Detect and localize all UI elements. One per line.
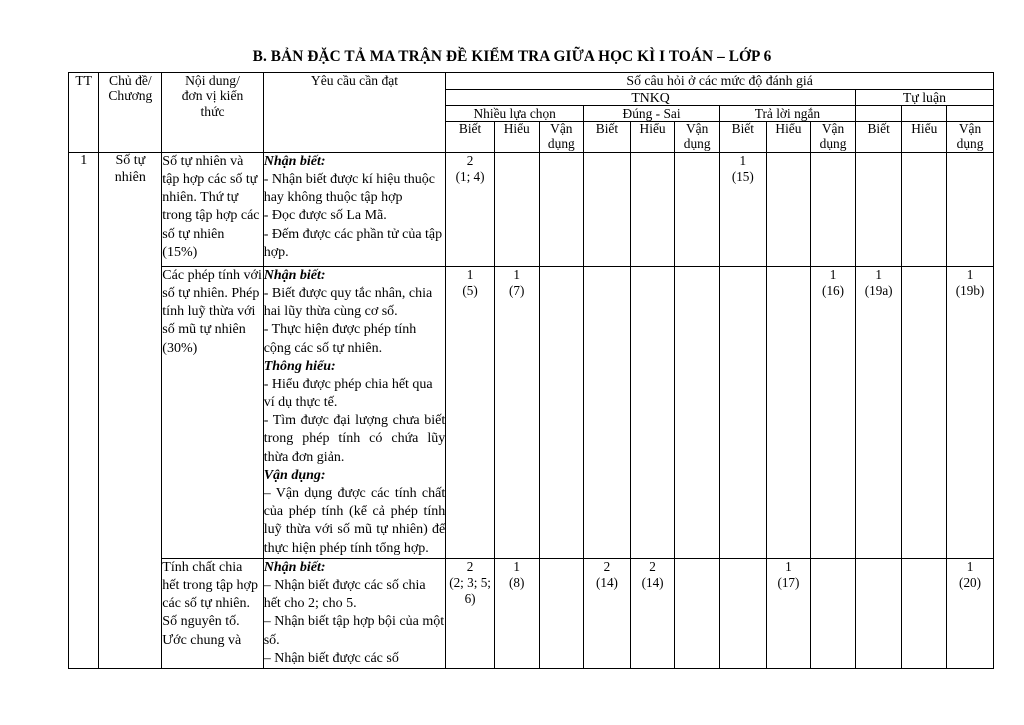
cell-question-count xyxy=(584,152,631,266)
van-dung-line-1: Vận xyxy=(550,121,573,137)
cell-question-count xyxy=(630,152,675,266)
cell-question-count xyxy=(446,558,495,668)
cell-question-count xyxy=(766,558,811,668)
question-numbers: (8) xyxy=(509,574,525,590)
requirement-level-heading: Nhận biết: xyxy=(263,559,326,575)
cell-question-count xyxy=(947,266,994,558)
question-count-value: 2 xyxy=(603,558,611,574)
van-dung-line-2: dụng xyxy=(956,136,984,152)
requirement-line: - Hiểu được phép chia hết qua ví dụ thực tế. xyxy=(263,376,433,411)
cell-question-count xyxy=(539,558,584,668)
question-numbers: (14) xyxy=(641,574,664,590)
cell-question-count xyxy=(811,266,856,558)
col-header-tl-hieu: Hiểu xyxy=(902,122,947,152)
cell-question-count xyxy=(630,266,675,558)
cell-question-count xyxy=(947,558,994,668)
cell-noi-dung: Tính chất chia hết trong tập hợp các số tự nhiên. Số nguyên tố. Ước chung và xyxy=(162,558,263,668)
requirement-line: - Đọc được số La Mã. xyxy=(263,208,387,224)
question-count-value: 1 xyxy=(785,558,792,574)
cell-tt: 1 xyxy=(69,152,99,668)
requirement-line: - Biết được quy tắc nhân, chia hai lũy thừa cùng cơ số. xyxy=(263,285,433,320)
cell-question-count xyxy=(584,266,631,558)
cell-question-count xyxy=(494,266,539,558)
question-count-value: 1 xyxy=(875,266,882,282)
col-header-ds-van-dung xyxy=(675,122,720,152)
noi-dung-line-2: đơn vị kiến xyxy=(181,88,244,104)
cell-question-count xyxy=(766,152,811,266)
cell-question-count xyxy=(855,152,902,266)
cell-question-count xyxy=(539,266,584,558)
requirement-level-heading: Nhận biết: xyxy=(263,153,326,169)
cell-question-count xyxy=(494,558,539,668)
cell-question-count xyxy=(902,152,947,266)
question-count-value: 2 xyxy=(649,558,656,574)
col-header-tra-loi-ngan: Trả lời ngắn xyxy=(719,106,855,122)
cell-question-count xyxy=(855,558,902,668)
requirement-line: - Thực hiện được phép tính cộng các số tự nhiên. xyxy=(263,322,417,356)
col-header-tl-van-dung xyxy=(947,122,994,152)
col-header-tu-luan-spacer-1 xyxy=(855,106,902,122)
van-dung-line-1: Vận xyxy=(958,121,982,137)
question-numbers: (14) xyxy=(595,574,618,590)
cell-question-count xyxy=(630,558,675,668)
question-numbers: (19a) xyxy=(864,282,893,298)
requirement-line: – Nhận biết tập hợp bội của một số. xyxy=(263,614,445,648)
cell-question-count xyxy=(494,152,539,266)
cell-question-count xyxy=(766,266,811,558)
cell-question-count xyxy=(675,558,720,668)
question-count-value: 1 xyxy=(966,266,974,282)
col-header-noi-dung xyxy=(162,73,263,153)
cell-question-count xyxy=(947,152,994,266)
question-numbers: (1; 4) xyxy=(455,168,485,184)
question-numbers: (7) xyxy=(509,282,525,298)
specification-matrix-table xyxy=(68,72,994,669)
question-numbers: (2; 3; 5; 6) xyxy=(449,574,491,606)
cell-question-count xyxy=(446,152,495,266)
cell-yeu-cau xyxy=(263,152,446,266)
van-dung-line-1: Vận xyxy=(686,121,709,137)
col-header-tt: TT xyxy=(69,73,99,153)
col-header-ds-hieu: Hiểu xyxy=(630,122,675,152)
col-header-dung-sai: Đúng - Sai xyxy=(584,106,720,122)
van-dung-line-1: Vận xyxy=(821,121,845,137)
col-header-tnkq: TNKQ xyxy=(446,89,856,106)
requirement-level-heading: Nhận biết: xyxy=(263,267,326,283)
cell-question-count xyxy=(811,152,856,266)
cell-noi-dung: Các phép tính với số tự nhiên. Phép tính luỹ thừa với số mũ tự nhiên (30%) xyxy=(162,266,263,558)
requirement-line: - Đếm được các phần tử của tập hợp. xyxy=(263,226,443,260)
requirement-line: - Tìm được đại lượng chưa biết trong phép tính có chứa lũy thừa đơn giản. xyxy=(263,413,446,465)
question-count-value: 1 xyxy=(466,266,474,282)
question-count-value: 1 xyxy=(513,558,520,574)
question-numbers: (20) xyxy=(959,574,982,590)
header-row-1 xyxy=(69,73,994,90)
cell-question-count xyxy=(719,266,766,558)
question-numbers: (19b) xyxy=(955,282,985,298)
table-body xyxy=(69,152,994,668)
requirement-line: – Vận dụng được các tính chất của phép tính (kể cả phép tính luỹ thừa với số mũ tự nhiên) để thực hiện phép tính tổng hợp. xyxy=(263,486,446,556)
requirement-line: – Nhận biết được các số xyxy=(263,650,399,666)
requirement-line: - Nhận biết được kí hiệu thuộc hay không thuộc tập hợp xyxy=(263,171,435,206)
col-header-so-cau-hoi: Số câu hỏi ở các mức độ đánh giá xyxy=(446,73,994,90)
chu-de-line-1: Chủ đề/ xyxy=(109,73,152,88)
col-header-tln-biet: Biết xyxy=(719,122,766,152)
cell-question-count xyxy=(902,266,947,558)
cell-question-count xyxy=(584,558,631,668)
col-header-tu-luan-spacer-2 xyxy=(902,106,947,122)
col-header-ds-biet: Biết xyxy=(584,122,631,152)
col-header-tu-luan-spacer-3 xyxy=(947,106,994,122)
col-header-mc-hieu: Hiểu xyxy=(494,122,539,152)
requirement-line: – Nhận biết được các số chia hết cho 2; cho 5. xyxy=(263,577,426,612)
chu-de-line-2: Chương xyxy=(108,88,153,104)
cell-question-count xyxy=(675,266,720,558)
cell-question-count xyxy=(539,152,584,266)
cell-question-count xyxy=(719,558,766,668)
table-row xyxy=(69,558,994,668)
col-header-tln-hieu: Hiểu xyxy=(766,122,811,152)
question-count-value: 1 xyxy=(513,266,520,282)
noi-dung-line-3: thức xyxy=(200,103,225,119)
cell-question-count xyxy=(446,266,495,558)
col-header-mc-van-dung xyxy=(539,122,584,152)
question-numbers: (17) xyxy=(777,574,800,590)
col-header-mc-biet: Biết xyxy=(446,122,495,152)
question-count-value: 2 xyxy=(466,152,474,168)
cell-question-count xyxy=(675,152,720,266)
question-count-value: 1 xyxy=(739,152,747,168)
col-header-yeu-cau: Yêu cầu cần đạt xyxy=(263,73,446,153)
table-row xyxy=(69,152,994,266)
chu-de-value-line-1: Số tự xyxy=(115,152,146,168)
col-header-tln-van-dung xyxy=(811,122,856,152)
question-count-value: 2 xyxy=(466,558,474,574)
cell-yeu-cau xyxy=(263,558,446,668)
question-count-value: 1 xyxy=(966,558,974,574)
cell-chu-de xyxy=(99,152,162,668)
page-title: B. BẢN ĐẶC TẢ MA TRẬN ĐỀ KIỂM TRA GIỮA HỌC KÌ I TOÁN – LỚP 6 xyxy=(252,48,772,65)
question-count-value: 1 xyxy=(829,266,837,282)
van-dung-line-2: dụng xyxy=(819,136,847,152)
cell-yeu-cau xyxy=(263,266,446,558)
cell-question-count xyxy=(719,152,766,266)
van-dung-line-2: dụng xyxy=(547,136,575,152)
cell-question-count xyxy=(902,558,947,668)
question-numbers: (5) xyxy=(462,282,478,298)
cell-question-count xyxy=(811,558,856,668)
question-numbers: (15) xyxy=(731,168,754,184)
noi-dung-line-1: Nội dung/ xyxy=(185,73,240,88)
col-header-tu-luan: Tự luận xyxy=(855,89,993,106)
col-header-nhieu-lua-chon: Nhiều lựa chọn xyxy=(446,106,584,122)
chu-de-value-line-2: nhiên xyxy=(114,169,146,185)
requirement-level-heading: Thông hiểu: xyxy=(263,358,336,374)
table-row xyxy=(69,266,994,558)
requirement-level-heading: Vận dụng: xyxy=(263,467,326,483)
cell-noi-dung: Số tự nhiên và tập hợp các số tự nhiên. Thứ tự trong tập hợp các số tự nhiên (15%) xyxy=(162,152,263,266)
col-header-chu-de xyxy=(99,73,162,153)
van-dung-line-2: dụng xyxy=(683,136,711,152)
question-numbers: (16) xyxy=(822,282,845,298)
cell-question-count xyxy=(855,266,902,558)
col-header-tl-biet: Biết xyxy=(855,122,902,152)
